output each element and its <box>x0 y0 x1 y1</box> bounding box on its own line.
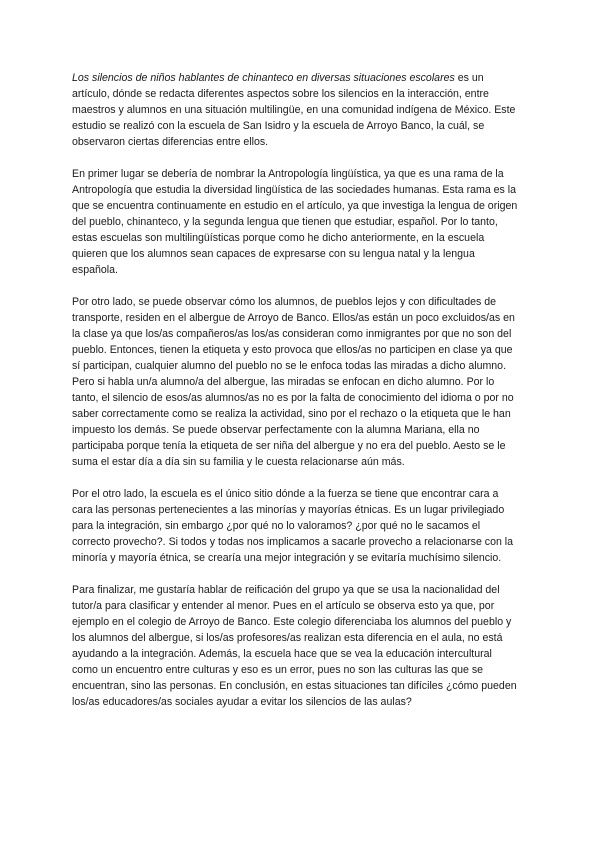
intro-text: es un artículo, dónde se redacta diferentes aspectos sobre los silencios en la interacción, entre maestros y alumnos en una situación multilingüe, en una comunidad indígena de México. Este estudio se realizó con la escuela de San Isidro y la escuela de Arroyo Banco, la cuál, se observaron ciertas diferencias entre ellos. <box>72 72 516 148</box>
document-page <box>72 70 518 726</box>
article-title: Los silencios de niños hablantes de chinanteco en diversas situaciones escolares <box>72 72 455 84</box>
paragraph-school-integration: Por el otro lado, la escuela es el único sitio dónde a la fuerza se tiene que encontrar cara a cara las personas pertenecientes a las minorías y mayorías étnicas. Es un lugar privilegiado para la integración, sin embargo ¿por qué no lo valoramos? ¿por qué no le sacamos el correcto provecho?. Si todos y todas nos implicamos a sacarle provecho a relacionarse con la minoría y mayoría étnica, se crearía una mejor integración y se evitaría muchísimo silencio. <box>72 488 514 564</box>
paragraph-albergue-students: Por otro lado, se puede observar cómo los alumnos, de pueblos lejos y con dificultades de transporte, residen en el albergue de Arroyo de Banco. Ellos/as están un poco excluidos/as en la clase ya que los/as compañeros/as los/as consideran como inmigrantes por que no son del pueblo. Entonces, tienen la etiqueta y esto provoca que ellos/as no participen en clase ya que sí participan, cualquier alumno del pueblo no se le enfoca todas las miradas a dicho alumno. Pero si habla un/a alumno/a del albergue, las miradas se enfocan en dicho alumno. Por lo tanto, el silencio de esos/as alumnos/as no es por la falta de conocimiento del idioma o por no saber correctamente como se realiza la actividad, sino por el rechazo o la etiqueta que le han impuesto los demás. Se puede observar perfectamente con la alumna Mariana, ella no participaba porque tenía la etiqueta de ser niña del albergue y no era del pueblo. Aesto se le suma el estar día a día sin su familia y le cuesta relacionarse aún más. <box>72 296 515 468</box>
paragraph-linguistic-anthropology: En primer lugar se debería de nombrar la Antropología lingüística, ya que es una rama de la Antropología que estudia la diversidad lingüística de las sociedades humanas. Esta rama es la que se encuentra continuamente en estudio en el artículo, ya que investiga la lengua de origen del pueblo, chinanteco, y la segunda lengua que tienen que estudiar, español. Por lo tanto, estas escuelas son multilingüísticas porque como he dicho anteriormente, en la escuela quieren que los alumnos sean capaces de expresarse con su lengua natal y la lengua española. <box>72 168 518 276</box>
paragraph-conclusion: Para finalizar, me gustaría hablar de reificación del grupo ya que se usa la nacionalidad del tutor/a para clasificar y entender al menor. Pues en el artículo se observa esto ya que, por ejemplo en el colegio de Arroyo de Banco. Este colegio diferenciaba los alumnos del pueblo y los alumnos del albergue, si los/as profesores/as realizan esta diferencia en el aula, no está ayudando a la integración. Además, la escuela hace que se vea la educación intercultural como un encuentro entre culturas y eso es un error, pues no son las culturas las que se encuentran, sino las personas. En conclusión, en estas situaciones tan difíciles ¿cómo pueden los/as educadores/as sociales ayudar a evitar los silencios de las aulas? <box>72 584 517 708</box>
intro-paragraph <box>72 70 518 150</box>
